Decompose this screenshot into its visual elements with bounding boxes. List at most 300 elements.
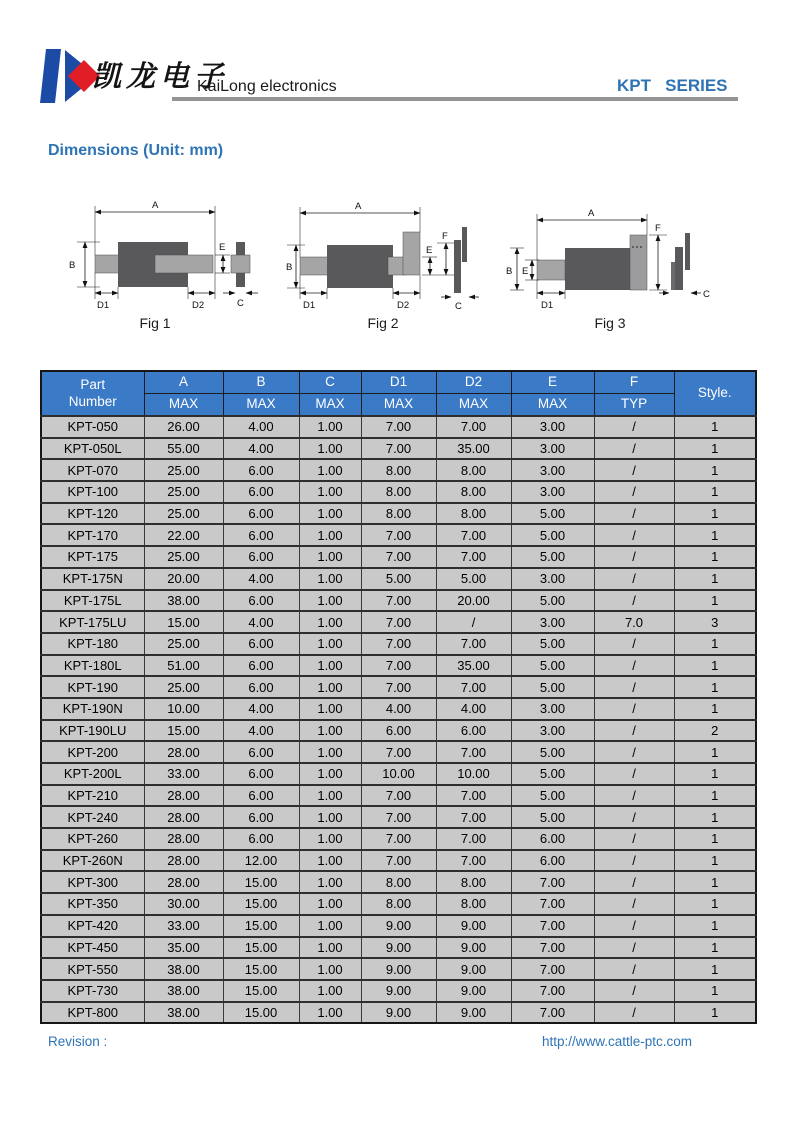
dimension-value-cell: 1	[674, 568, 756, 590]
dimension-value-cell: 1	[674, 503, 756, 525]
table-row	[41, 524, 756, 546]
dimension-value-cell: 4.00	[223, 698, 299, 720]
part-number-cell: KPT-200L	[41, 763, 144, 785]
lead-right-upright	[403, 232, 420, 275]
col-header-b: B	[223, 371, 299, 394]
dimension-value-cell: 20.00	[436, 590, 511, 612]
dim-label-b: B	[69, 260, 76, 271]
dimension-value-cell: 7.00	[436, 741, 511, 763]
dimension-value-cell: 1.00	[299, 546, 361, 568]
dimension-value-cell: 35.00	[436, 655, 511, 677]
part-number-header	[41, 371, 144, 416]
part-number-cell: KPT-730	[41, 980, 144, 1002]
dim-label-e: E	[219, 242, 226, 253]
dimension-value-cell: 25.00	[144, 676, 223, 698]
dimension-value-cell: 1	[674, 937, 756, 959]
dimension-value-cell: 3.00	[511, 720, 594, 742]
dimension-value-cell: 6.00	[223, 546, 299, 568]
dimension-value-cell: 6.00	[223, 655, 299, 677]
dimension-value-cell: 3.00	[511, 698, 594, 720]
dimension-value-cell: /	[594, 850, 674, 872]
dimension-value-cell: 7.00	[361, 828, 436, 850]
dimension-value-cell: 25.00	[144, 459, 223, 481]
part-number-cell: KPT-175	[41, 546, 144, 568]
fig1-caption: Fig 1	[139, 315, 171, 331]
dimension-value-cell: 1.00	[299, 568, 361, 590]
dimension-value-cell: /	[594, 524, 674, 546]
dimension-value-cell: 28.00	[144, 785, 223, 807]
dimension-value-cell: 28.00	[144, 741, 223, 763]
dimension-value-cell: 1	[674, 698, 756, 720]
dimension-value-cell: 1.00	[299, 785, 361, 807]
dimension-value-cell: 9.00	[436, 958, 511, 980]
table-row	[41, 980, 756, 1002]
dimension-value-cell: 5.00	[511, 503, 594, 525]
lead-left	[537, 260, 565, 280]
figure-1	[60, 196, 275, 331]
table-row	[41, 763, 756, 785]
side-view-plate-left	[454, 240, 461, 293]
dimension-value-cell: 5.00	[436, 568, 511, 590]
dimension-value-cell: 1	[674, 655, 756, 677]
dimension-value-cell: 5.00	[511, 763, 594, 785]
dim-label-c: C	[703, 289, 710, 300]
dimension-value-cell: 6.00	[223, 524, 299, 546]
dimension-value-cell: 25.00	[144, 633, 223, 655]
dimension-value-cell: /	[594, 655, 674, 677]
dimension-value-cell: 1.00	[299, 915, 361, 937]
dimension-value-cell: 15.00	[223, 958, 299, 980]
dimension-value-cell: 33.00	[144, 763, 223, 785]
dimension-value-cell: 1.00	[299, 828, 361, 850]
dimension-value-cell: 1	[674, 546, 756, 568]
dimension-value-cell: 3.00	[511, 459, 594, 481]
dimension-value-cell: 6.00	[223, 741, 299, 763]
dimension-value-cell: 6.00	[223, 633, 299, 655]
dimension-value-cell: 38.00	[144, 1002, 223, 1024]
dim-label-a: A	[355, 201, 362, 212]
dimension-value-cell: 15.00	[223, 915, 299, 937]
table-row	[41, 568, 756, 590]
dimension-value-cell: 1.00	[299, 871, 361, 893]
dimension-value-cell: 38.00	[144, 958, 223, 980]
table-row	[41, 1002, 756, 1024]
dimension-value-cell: 7.00	[361, 785, 436, 807]
dimension-value-cell: 6.00	[223, 806, 299, 828]
part-header-line2: Number	[68, 393, 117, 409]
table-row	[41, 893, 756, 915]
fig1-drawing	[60, 196, 275, 314]
col-subheader-a: MAX	[144, 394, 223, 417]
fig3-drawing	[505, 196, 715, 314]
lead-right	[155, 255, 213, 273]
dimension-value-cell: 1.00	[299, 590, 361, 612]
dimension-value-cell: 7.00	[436, 416, 511, 438]
dimension-value-cell: 4.00	[223, 611, 299, 633]
dimension-value-cell: 1.00	[299, 611, 361, 633]
side-view-plate-back	[671, 262, 675, 290]
dimension-value-cell: /	[594, 937, 674, 959]
dimension-value-cell: 28.00	[144, 806, 223, 828]
dimension-value-cell: 1.00	[299, 676, 361, 698]
dimension-value-cell: 7.00	[436, 785, 511, 807]
table-row	[41, 720, 756, 742]
dimension-value-cell: 4.00	[223, 438, 299, 460]
dimension-value-cell: /	[594, 828, 674, 850]
part-header-line1: Part	[80, 376, 106, 392]
dimension-value-cell: /	[436, 611, 511, 633]
dimension-value-cell: 1.00	[299, 698, 361, 720]
part-number-cell: KPT-050L	[41, 438, 144, 460]
table-row	[41, 611, 756, 633]
dimension-value-cell: /	[594, 416, 674, 438]
dimension-value-cell: 7.00	[436, 546, 511, 568]
parts-table-body	[41, 416, 756, 1023]
dimension-value-cell: 9.00	[436, 937, 511, 959]
dimension-value-cell: 1.00	[299, 850, 361, 872]
dimension-value-cell: 7.00	[361, 676, 436, 698]
dimension-value-cell: 9.00	[361, 937, 436, 959]
dim-label-d1: D1	[303, 300, 316, 311]
dimension-value-cell: 3.00	[511, 438, 594, 460]
dimension-value-cell: 28.00	[144, 850, 223, 872]
dimension-value-cell: 5.00	[511, 655, 594, 677]
side-view-plate-left	[675, 247, 683, 290]
kailong-logo-icon	[40, 47, 100, 105]
dimension-value-cell: 1.00	[299, 438, 361, 460]
part-number-cell: KPT-190	[41, 676, 144, 698]
dimension-value-cell: 1.00	[299, 763, 361, 785]
dimension-value-cell: 4.00	[223, 416, 299, 438]
dimension-value-cell: 15.00	[223, 871, 299, 893]
component-body	[565, 248, 630, 290]
dimension-value-cell: /	[594, 568, 674, 590]
dimension-value-cell: 4.00	[436, 698, 511, 720]
dimension-value-cell: 1	[674, 741, 756, 763]
dimension-value-cell: 1	[674, 416, 756, 438]
dimension-value-cell: 1	[674, 850, 756, 872]
dimension-value-cell: 10.00	[361, 763, 436, 785]
dimension-value-cell: 1.00	[299, 958, 361, 980]
part-number-cell: KPT-100	[41, 481, 144, 503]
dimension-value-cell: 3	[674, 611, 756, 633]
dim-label-d1: D1	[541, 300, 554, 311]
dimension-value-cell: /	[594, 633, 674, 655]
dim-label-a: A	[152, 200, 159, 211]
table-row	[41, 633, 756, 655]
dimension-value-cell: 8.00	[361, 503, 436, 525]
component-body	[327, 245, 393, 288]
dim-label-c: C	[237, 298, 244, 309]
dimension-value-cell: 1	[674, 481, 756, 503]
col-header-e: E	[511, 371, 594, 394]
dimension-value-cell: 6.00	[436, 720, 511, 742]
dimension-value-cell: /	[594, 590, 674, 612]
dimension-value-cell: 12.00	[223, 850, 299, 872]
dimension-value-cell: 22.00	[144, 524, 223, 546]
dimension-value-cell: 1	[674, 524, 756, 546]
dimension-value-cell: 1.00	[299, 459, 361, 481]
dimension-value-cell: 8.00	[436, 893, 511, 915]
dimension-value-cell: 28.00	[144, 828, 223, 850]
part-number-cell: KPT-240	[41, 806, 144, 828]
table-row	[41, 438, 756, 460]
dimension-value-cell: 38.00	[144, 980, 223, 1002]
part-number-cell: KPT-190N	[41, 698, 144, 720]
table-row	[41, 546, 756, 568]
figure-2	[285, 196, 485, 331]
dimension-value-cell: 3.00	[511, 416, 594, 438]
dimension-value-cell: 1	[674, 1002, 756, 1024]
dimension-value-cell: 1	[674, 958, 756, 980]
dimension-value-cell: 51.00	[144, 655, 223, 677]
dimension-value-cell: 5.00	[511, 785, 594, 807]
dimension-value-cell: 1	[674, 915, 756, 937]
dimension-value-cell: 55.00	[144, 438, 223, 460]
dimension-value-cell: 7.00	[511, 958, 594, 980]
part-number-cell: KPT-175L	[41, 590, 144, 612]
side-view-lead	[231, 255, 250, 273]
part-number-cell: KPT-800	[41, 1002, 144, 1024]
dimension-value-cell: 2	[674, 720, 756, 742]
dimension-value-cell: 5.00	[511, 546, 594, 568]
dim-label-c: C	[455, 301, 462, 312]
revision-label: Revision :	[48, 1034, 108, 1049]
dimension-value-cell: 10.00	[144, 698, 223, 720]
dimension-value-cell: 5.00	[511, 741, 594, 763]
fig2-caption: Fig 2	[367, 315, 399, 331]
table-header-row-1	[41, 371, 756, 394]
style-header: Style.	[674, 371, 756, 416]
table-row	[41, 698, 756, 720]
dimension-value-cell: 7.00	[361, 546, 436, 568]
dimension-value-cell: 7.00	[511, 980, 594, 1002]
col-header-c: C	[299, 371, 361, 394]
dimension-value-cell: 7.00	[361, 633, 436, 655]
col-header-f: F	[594, 371, 674, 394]
col-header-a: A	[144, 371, 223, 394]
dimension-value-cell: 7.00	[511, 915, 594, 937]
dimension-value-cell: 25.00	[144, 503, 223, 525]
col-header-d1: D1	[361, 371, 436, 394]
dimension-value-cell: /	[594, 503, 674, 525]
dimension-value-cell: 7.00	[361, 416, 436, 438]
dimension-value-cell: 5.00	[511, 676, 594, 698]
dim-label-b: B	[506, 266, 513, 277]
dimension-value-cell: 1.00	[299, 980, 361, 1002]
table-row	[41, 915, 756, 937]
dimension-value-cell: 6.00	[223, 676, 299, 698]
dimension-value-cell: /	[594, 1002, 674, 1024]
part-number-cell: KPT-180L	[41, 655, 144, 677]
dimension-value-cell: 15.00	[223, 893, 299, 915]
website-link[interactable]: http://www.cattle-ptc.com	[542, 1034, 693, 1049]
part-number-cell: KPT-175N	[41, 568, 144, 590]
dimension-value-cell: 8.00	[436, 871, 511, 893]
table-row	[41, 503, 756, 525]
dimension-value-cell: 1.00	[299, 893, 361, 915]
dimension-value-cell: 6.00	[223, 785, 299, 807]
dimension-value-cell: 7.00	[361, 850, 436, 872]
dimension-value-cell: 15.00	[144, 720, 223, 742]
dimension-value-cell: 7.00	[511, 937, 594, 959]
col-subheader-e: MAX	[511, 394, 594, 417]
dimension-value-cell: /	[594, 698, 674, 720]
dim-label-f: F	[442, 231, 448, 242]
lead-left	[300, 257, 330, 275]
dimension-value-cell: 1.00	[299, 720, 361, 742]
dimension-value-cell: /	[594, 806, 674, 828]
dimension-value-cell: 1	[674, 590, 756, 612]
dimension-value-cell: 6.00	[223, 503, 299, 525]
col-subheader-f: TYP	[594, 394, 674, 417]
dimension-value-cell: 1	[674, 806, 756, 828]
table-head	[41, 371, 756, 416]
dimension-value-cell: /	[594, 763, 674, 785]
dimension-value-cell: 6.00	[511, 828, 594, 850]
table-row	[41, 871, 756, 893]
table-header-row-2	[41, 394, 756, 417]
dimension-value-cell: /	[594, 785, 674, 807]
dimension-value-cell: 3.00	[511, 568, 594, 590]
part-number-cell: KPT-210	[41, 785, 144, 807]
dimension-value-cell: 9.00	[361, 1002, 436, 1024]
dimension-value-cell: 8.00	[361, 481, 436, 503]
dim-label-d2: D2	[397, 300, 410, 311]
dimension-value-cell: 9.00	[436, 980, 511, 1002]
dim-label-d2: D2	[192, 300, 205, 311]
part-number-cell: KPT-070	[41, 459, 144, 481]
dimension-value-cell: 9.00	[361, 958, 436, 980]
dimensions-table-wrap	[40, 370, 757, 1024]
table-row	[41, 785, 756, 807]
dimension-value-cell: /	[594, 481, 674, 503]
dimension-value-cell: 1.00	[299, 655, 361, 677]
dimension-value-cell: 6.00	[223, 459, 299, 481]
dimension-value-cell: 1	[674, 459, 756, 481]
dimension-value-cell: 5.00	[361, 568, 436, 590]
dimension-value-cell: 8.00	[361, 871, 436, 893]
table-row	[41, 741, 756, 763]
dimension-value-cell: 5.00	[511, 524, 594, 546]
dimension-value-cell: 35.00	[144, 937, 223, 959]
col-header-d2: D2	[436, 371, 511, 394]
dimension-value-cell: 7.00	[436, 633, 511, 655]
dimension-value-cell: /	[594, 915, 674, 937]
part-number-cell: KPT-200	[41, 741, 144, 763]
dimension-value-cell: 8.00	[436, 481, 511, 503]
dimension-value-cell: 1	[674, 676, 756, 698]
col-subheader-d2: MAX	[436, 394, 511, 417]
dimension-value-cell: 7.00	[361, 590, 436, 612]
dimension-value-cell: 1	[674, 893, 756, 915]
dimension-value-cell: 6.00	[223, 481, 299, 503]
dimension-value-cell: 1.00	[299, 416, 361, 438]
dim-label-f: F	[655, 223, 661, 234]
dimension-value-cell: 7.00	[436, 828, 511, 850]
dimension-value-cell: /	[594, 980, 674, 1002]
dimension-value-cell: 7.00	[436, 676, 511, 698]
part-number-cell: KPT-550	[41, 958, 144, 980]
series-title: KPT SERIES	[617, 76, 728, 95]
dimension-value-cell: 1	[674, 871, 756, 893]
dimension-value-cell: 7.00	[361, 806, 436, 828]
dim-label-e: E	[522, 266, 529, 277]
part-number-cell: KPT-170	[41, 524, 144, 546]
part-number-cell: KPT-120	[41, 503, 144, 525]
dimension-value-cell: 1	[674, 438, 756, 460]
dimension-value-cell: 3.00	[511, 611, 594, 633]
dimension-value-cell: 15.00	[144, 611, 223, 633]
dimension-value-cell: /	[594, 871, 674, 893]
dimension-value-cell: 4.00	[223, 568, 299, 590]
part-number-cell: KPT-260N	[41, 850, 144, 872]
dimension-value-cell: /	[594, 720, 674, 742]
dimension-value-cell: 8.00	[436, 503, 511, 525]
part-number-cell: KPT-350	[41, 893, 144, 915]
table-row	[41, 937, 756, 959]
dimension-value-cell: 7.00	[511, 871, 594, 893]
dimension-value-cell: 8.00	[436, 459, 511, 481]
dimension-value-cell: 28.00	[144, 871, 223, 893]
dimension-value-cell: 7.00	[436, 524, 511, 546]
dimension-value-cell: /	[594, 741, 674, 763]
dimension-value-cell: 9.00	[361, 915, 436, 937]
dimension-value-cell: 1.00	[299, 741, 361, 763]
dimension-value-cell: 1	[674, 828, 756, 850]
col-subheader-d1: MAX	[361, 394, 436, 417]
part-number-cell: KPT-050	[41, 416, 144, 438]
dimension-value-cell: 7.00	[511, 893, 594, 915]
dimension-value-cell: 7.00	[361, 741, 436, 763]
dimension-value-cell: 1.00	[299, 937, 361, 959]
table-row	[41, 590, 756, 612]
part-number-cell: KPT-450	[41, 937, 144, 959]
dimension-value-cell: 1	[674, 633, 756, 655]
table-row	[41, 481, 756, 503]
dimension-value-cell: 6.00	[361, 720, 436, 742]
dimension-value-cell: 5.00	[511, 806, 594, 828]
dimension-value-cell: 1	[674, 785, 756, 807]
dimension-value-cell: /	[594, 893, 674, 915]
dimension-value-cell: 1.00	[299, 524, 361, 546]
dimension-value-cell: 25.00	[144, 481, 223, 503]
side-view-plate-right	[685, 233, 690, 270]
dimension-value-cell: 6.00	[223, 828, 299, 850]
table-row	[41, 828, 756, 850]
dimension-value-cell: 4.00	[361, 698, 436, 720]
dimension-value-cell: 6.00	[223, 590, 299, 612]
dimension-value-cell: 15.00	[223, 980, 299, 1002]
dimension-value-cell: 33.00	[144, 915, 223, 937]
dimension-value-cell: 8.00	[361, 893, 436, 915]
side-view-plate-right	[462, 227, 467, 262]
dimension-value-cell: 6.00	[511, 850, 594, 872]
dimension-value-cell: 1.00	[299, 1002, 361, 1024]
fig2-drawing	[285, 196, 485, 314]
table-row	[41, 416, 756, 438]
terminal-plate	[630, 235, 647, 290]
dimension-value-cell: 1.00	[299, 503, 361, 525]
header-rule	[172, 97, 738, 101]
dimension-value-cell: 1	[674, 980, 756, 1002]
dimension-value-cell: /	[594, 459, 674, 481]
dimension-value-cell: 7.00	[436, 850, 511, 872]
table-row	[41, 850, 756, 872]
dimension-value-cell: /	[594, 546, 674, 568]
dimension-value-cell: /	[594, 438, 674, 460]
dimension-value-cell: 7.00	[436, 806, 511, 828]
